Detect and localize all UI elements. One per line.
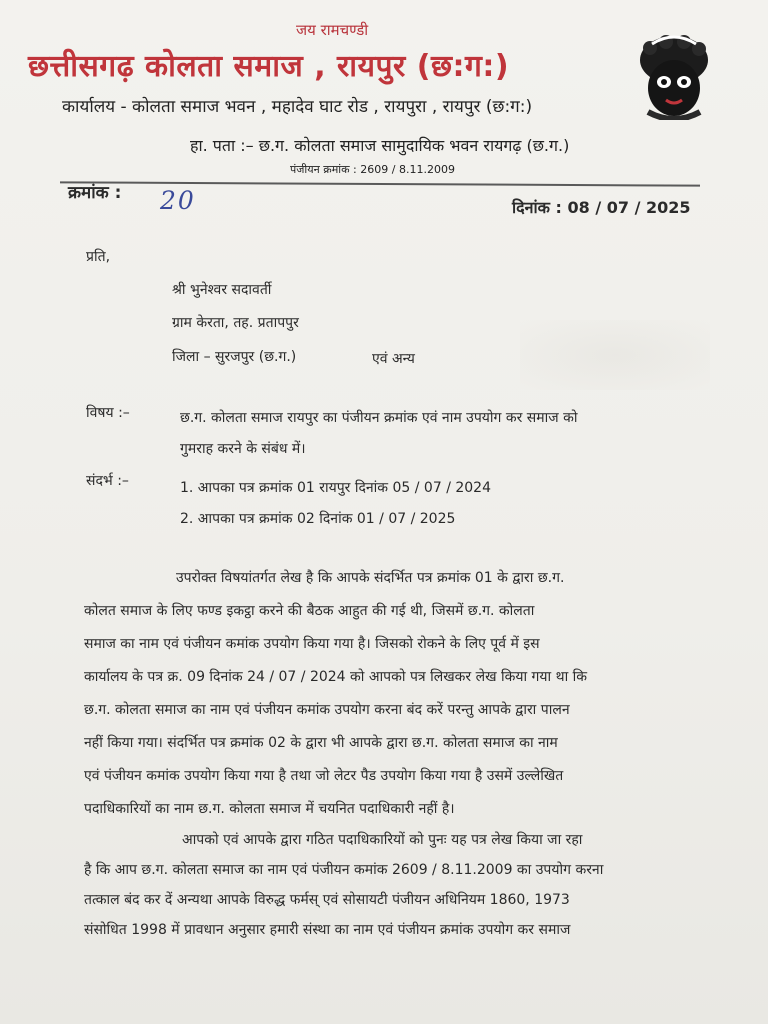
blessing-text: जय रामचण्डी	[296, 21, 369, 39]
ref-label: क्रमांक :	[68, 183, 122, 203]
body-line: समाज का नाम एवं पंजीयन कमांक उपयोग किया गया है। जिसको रोकने के लिए पूर्व में इस	[84, 636, 540, 652]
body-line: कोलत समाज के लिए फण्ड इकट्ठा करने की बैठक आहुत की गई थी, जिसमें छ.ग. कोलता	[84, 603, 535, 619]
ref-number: 20	[160, 186, 196, 215]
body-line: आपको एवं आपके द्वारा गठित पदाधिकारियों को पुनः यह पत्र लेख किया जा रहा	[182, 832, 583, 848]
recipient-others: एवं अन्य	[372, 351, 415, 367]
office-address: कार्यालय - कोलता समाज भवन , महादेव घाट रोड , रायपुरा , रायपुर (छ:ग:)	[62, 97, 533, 117]
deity-portrait-icon	[636, 34, 712, 120]
body-line: नहीं किया गया। संदर्भित पत्र क्रमांक 02 के द्वारा भी आपके द्वारा छ.ग. कोलता समाज का नाम	[84, 735, 558, 751]
reference-item-2: 2. आपका पत्र क्रमांक 02 दिनांक 01 / 07 / 2025	[180, 511, 456, 527]
prati-label: प्रति,	[86, 249, 111, 265]
subject-label: विषय :–	[86, 405, 130, 421]
body-line: उपरोक्त विषयांतर्गत लेख है कि आपके संदर्भित पत्र क्रमांक 01 के द्वारा छ.ग.	[176, 570, 565, 586]
letter-date: दिनांक : 08 / 07 / 2025	[512, 198, 691, 217]
references-label: संदर्भ :–	[86, 473, 129, 489]
body-line: छ.ग. कोलता समाज का नाम एवं पंजीयन कमांक उपयोग करना बंद करें परन्तु आपके द्वारा पालन	[84, 702, 570, 718]
body-line: है कि आप छ.ग. कोलता समाज का नाम एवं पंजीयन कमांक 2609 / 8.11.2009 का उपयोग करना	[84, 862, 604, 878]
subject-line-1: छ.ग. कोलता समाज रायपुर का पंजीयन क्रमांक एवं नाम उपयोग कर समाज को	[180, 410, 578, 426]
recipient-district: जिला – सुरजपुर (छ.ग.)	[172, 349, 297, 365]
org-name: छत्तीसगढ़ कोलता समाज , रायपुर (छ:ग:)	[28, 49, 510, 84]
reference-item-1: 1. आपका पत्र क्रमांक 01 रायपुर दिनांक 05 / 07 / 2024	[180, 480, 491, 496]
body-line: तत्काल बंद कर दें अन्यथा आपके विरुद्ध फर्मस् एवं सोसायटी पंजीयन अधिनियम 1860, 1973	[84, 892, 570, 908]
body-line: कार्यालय के पत्र क्र. 09 दिनांक 24 / 07 / 2024 को आपको पत्र लिखकर लेख किया गया था कि	[84, 669, 588, 685]
subject-line-2: गुमराह करने के संबंध में।	[180, 441, 306, 457]
recipient-village: ग्राम केरता, तह. प्रतापपुर	[172, 315, 299, 331]
paper-stain	[520, 320, 710, 390]
body-line: पदाधिकारियों का नाम छ.ग. कोलता समाज में चयनित पदाधिकारी नहीं है।	[84, 801, 455, 817]
recipient-name: श्री भुनेश्वर सदावर्ती	[172, 282, 272, 298]
body-line: एवं पंजीयन कमांक उपयोग किया गया है तथा जो लेटर पैड उपयोग किया गया है उसमें उल्लेखित	[84, 768, 564, 784]
registration-number: पंजीयन क्रमांक : 2609 / 8.11.2009	[290, 163, 455, 176]
body-line: संसोधित 1998 में प्रावधान अनुसार हमारी संस्था का नाम एवं पंजीयन क्रमांक उपयोग कर समाज	[84, 922, 571, 938]
header-divider	[60, 181, 700, 186]
branch-address: हा. पता :– छ.ग. कोलता समाज सामुदायिक भवन रायगढ़ (छ.ग.)	[190, 136, 570, 155]
